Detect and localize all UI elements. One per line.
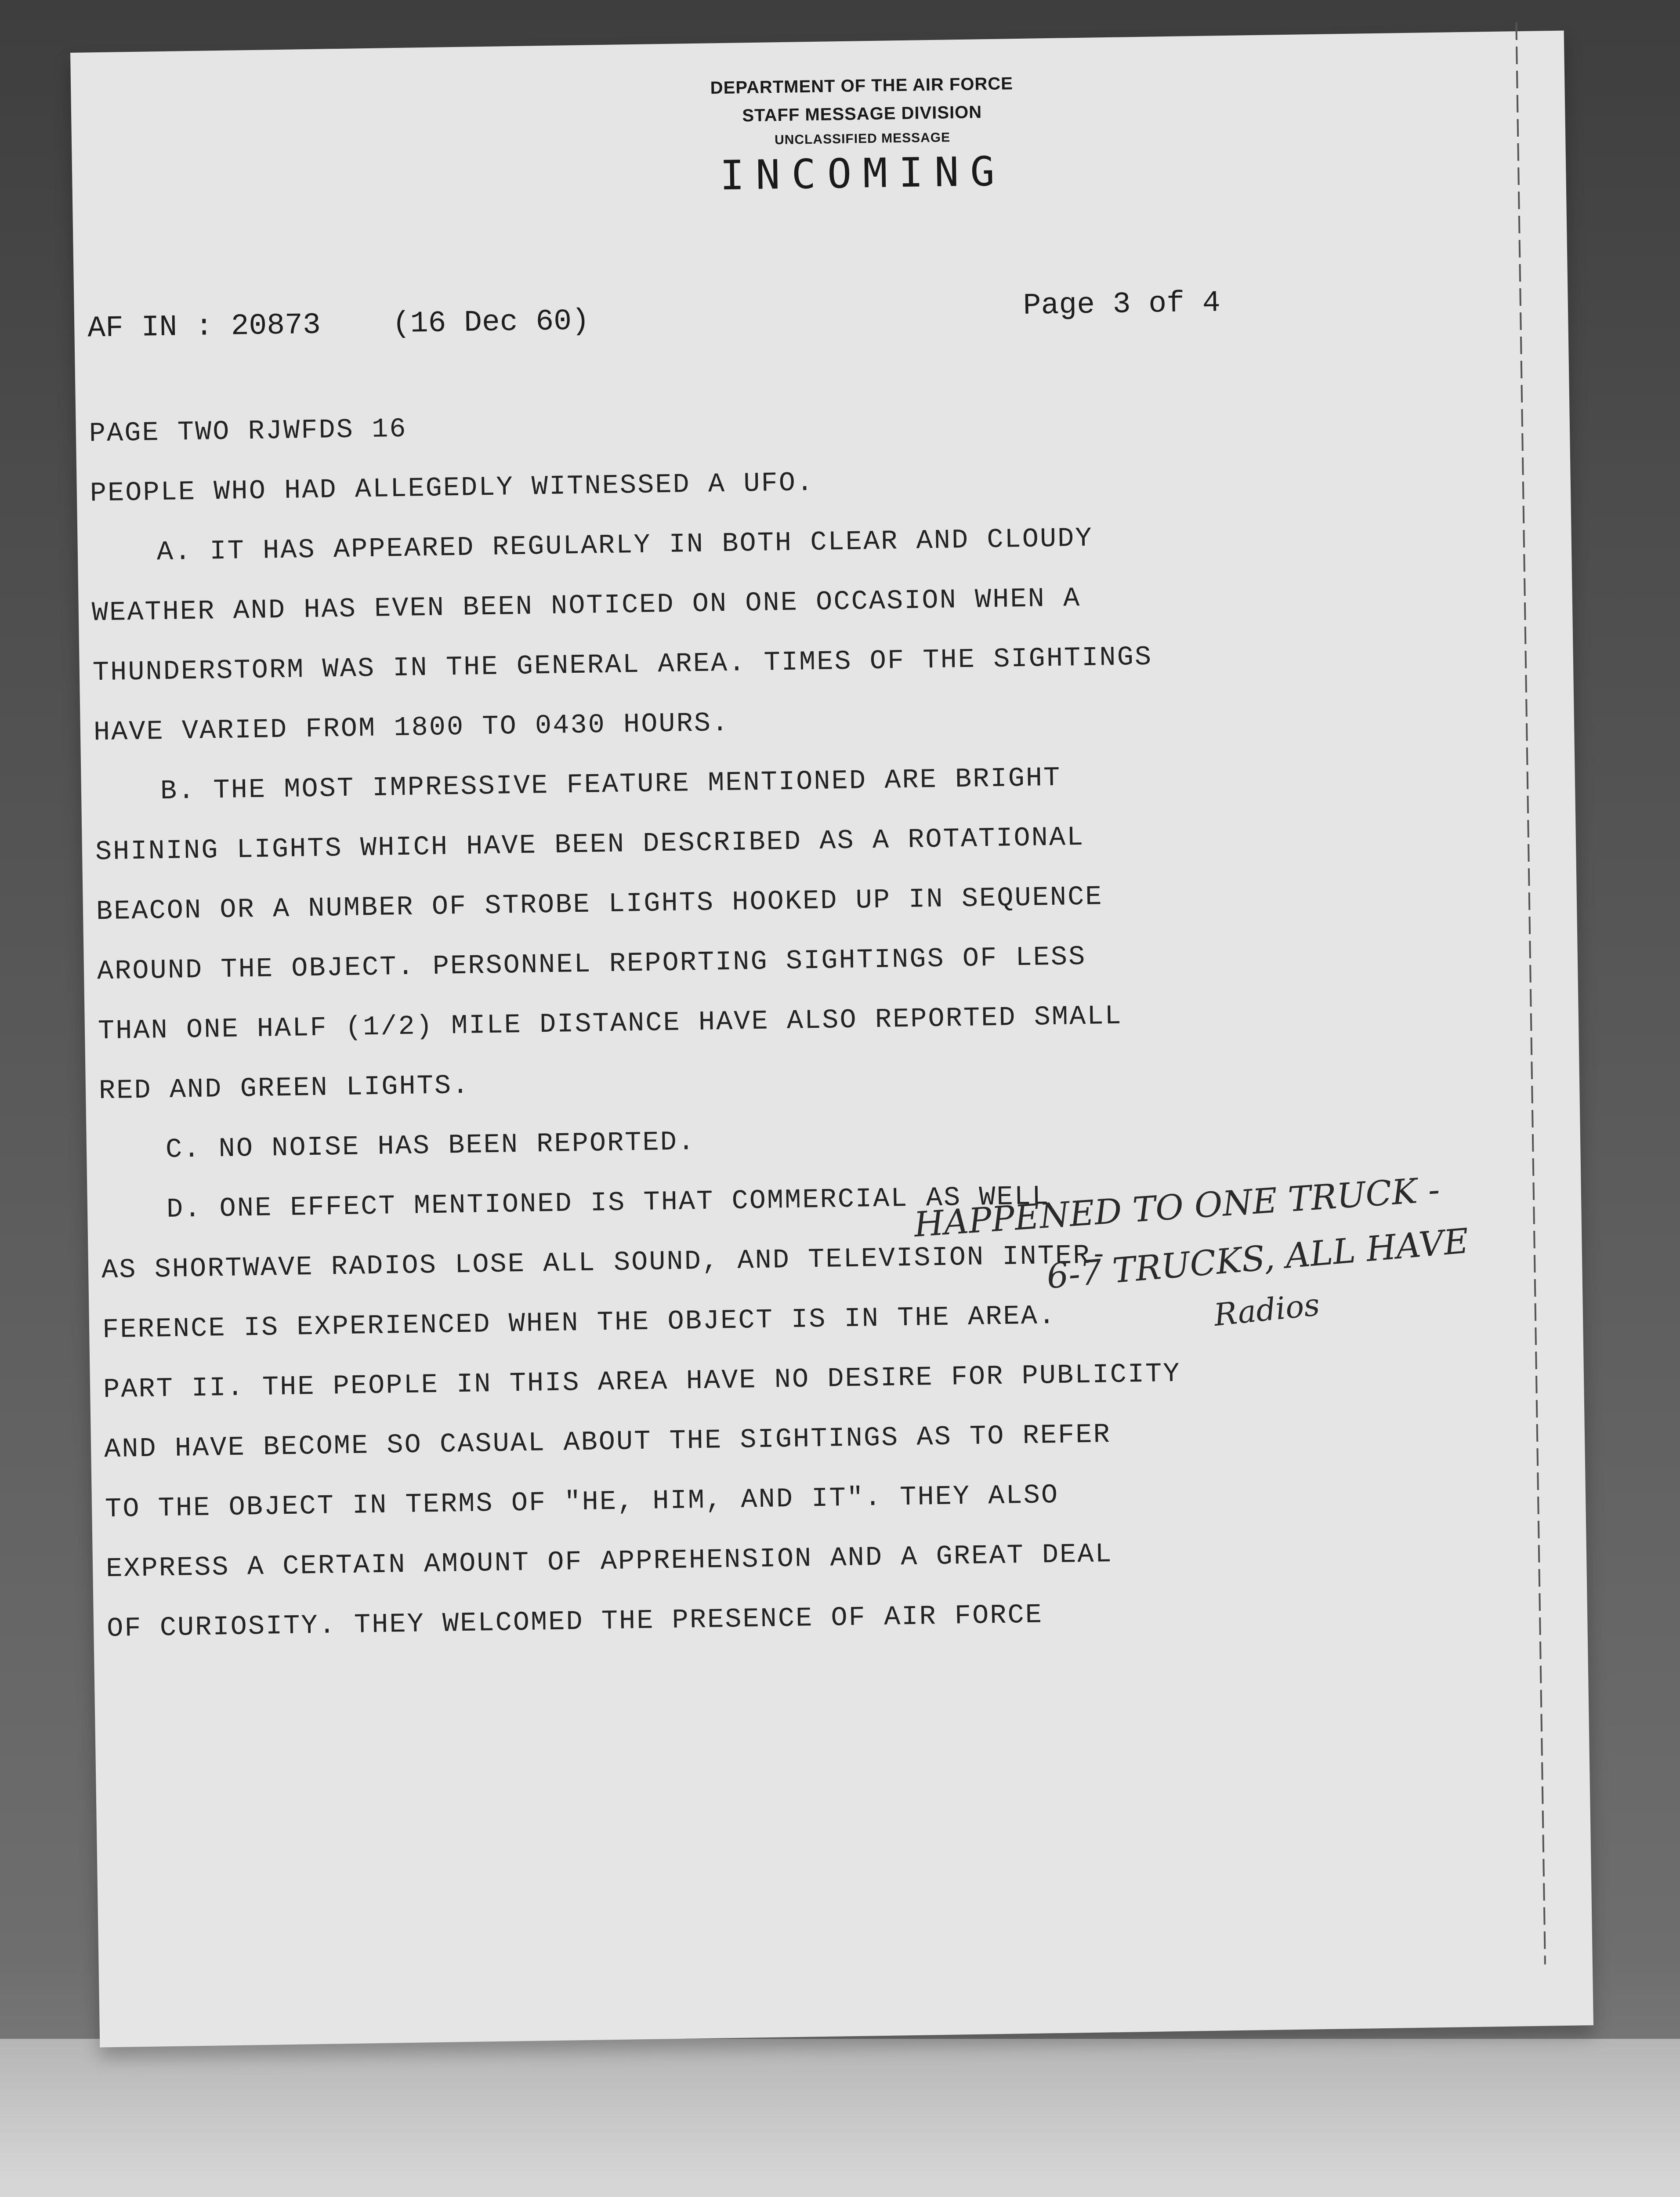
classification-line: UNCLASSIFIED MESSAGE <box>774 130 951 148</box>
body-line: SHINING LIGHTS WHICH HAVE BEEN DESCRIBED AS A ROTATIONAL <box>95 821 1085 868</box>
body-line: AROUND THE OBJECT. PERSONNEL REPORTING SIGHTINGS OF LESS <box>97 941 1086 987</box>
message-sheet <box>70 31 1593 2048</box>
body-line: EXPRESS A CERTAIN AMOUNT OF APPREHENSION AND A GREAT DEAL <box>105 1538 1113 1585</box>
body-line: B. THE MOST IMPRESSIVE FEATURE MENTIONED ARE BRIGHT <box>160 762 1061 807</box>
body-line: THUNDERSTORM WAS IN THE GENERAL AREA. TIMES OF THE SIGHTINGS <box>92 641 1153 689</box>
body-line: AND HAVE BECOME SO CASUAL ABOUT THE SIGHTINGS AS TO REFER <box>104 1419 1112 1465</box>
body-line: FERENCE IS EXPERIENCED WHEN THE OBJECT IS IN THE AREA. <box>102 1300 1057 1346</box>
body-line: D. ONE EFFECT MENTIONED IS THAT COMMERCIAL AS WELL <box>166 1181 1050 1225</box>
division-line: STAFF MESSAGE DIVISION <box>742 102 982 126</box>
handwritten-note: 6-7 TRUCKS, ALL HAVE <box>1045 1221 1470 1297</box>
body-line: C. NO NOISE HAS BEEN REPORTED. <box>165 1126 696 1166</box>
page-number: Page 3 of 4 <box>1023 286 1221 323</box>
message-header <box>510 66 1215 201</box>
handwritten-note: HAPPENED TO ONE TRUCK - <box>912 1170 1441 1245</box>
message-body <box>89 384 1469 1659</box>
message-type: INCOMING <box>719 148 1007 199</box>
department-line: DEPARTMENT OF THE AIR FORCE <box>710 74 1014 98</box>
body-line: WEATHER AND HAS EVEN BEEN NOTICED ON ONE OCCASION WHEN A <box>91 583 1081 629</box>
af-in-reference <box>87 305 590 346</box>
af-in-number: AF IN : 20873 <box>87 308 321 346</box>
body-line: BEACON OR A NUMBER OF STROBE LIGHTS HOOKED UP IN SEQUENCE <box>96 881 1104 928</box>
body-line: TO THE OBJECT IN TERMS OF "HE, HIM, AND IT". THEY ALSO <box>105 1479 1059 1525</box>
sheet-edge-line <box>1515 22 1546 1965</box>
body-line: PEOPLE WHO HAD ALLEGEDLY WITNESSED A UFO. <box>90 467 815 509</box>
body-line: A. IT HAS APPEARED REGULARLY IN BOTH CLEAR AND CLOUDY <box>156 522 1093 568</box>
body-line: HAVE VARIED FROM 1800 TO 0430 HOURS. <box>93 707 730 748</box>
body-line: RED AND GREEN LIGHTS. <box>98 1069 470 1107</box>
body-line: OF CURIOSITY. THEY WELCOMED THE PRESENCE OF AIR FORCE <box>106 1599 1043 1645</box>
handwritten-note: Radios <box>1212 1286 1322 1333</box>
message-date: (16 Dec 60) <box>392 304 590 341</box>
body-line: THAN ONE HALF (1/2) MILE DISTANCE HAVE ALSO REPORTED SMALL <box>98 1000 1123 1047</box>
body-line: PART II. THE PEOPLE IN THIS AREA HAVE NO DESIRE FOR PUBLICITY <box>103 1358 1181 1406</box>
table-surface <box>0 2039 1680 2197</box>
body-line: AS SHORTWAVE RADIOS LOSE ALL SOUND, AND TELEVISION INTER- <box>101 1240 1109 1286</box>
body-line: PAGE TWO RJWFDS 16 <box>89 413 408 450</box>
